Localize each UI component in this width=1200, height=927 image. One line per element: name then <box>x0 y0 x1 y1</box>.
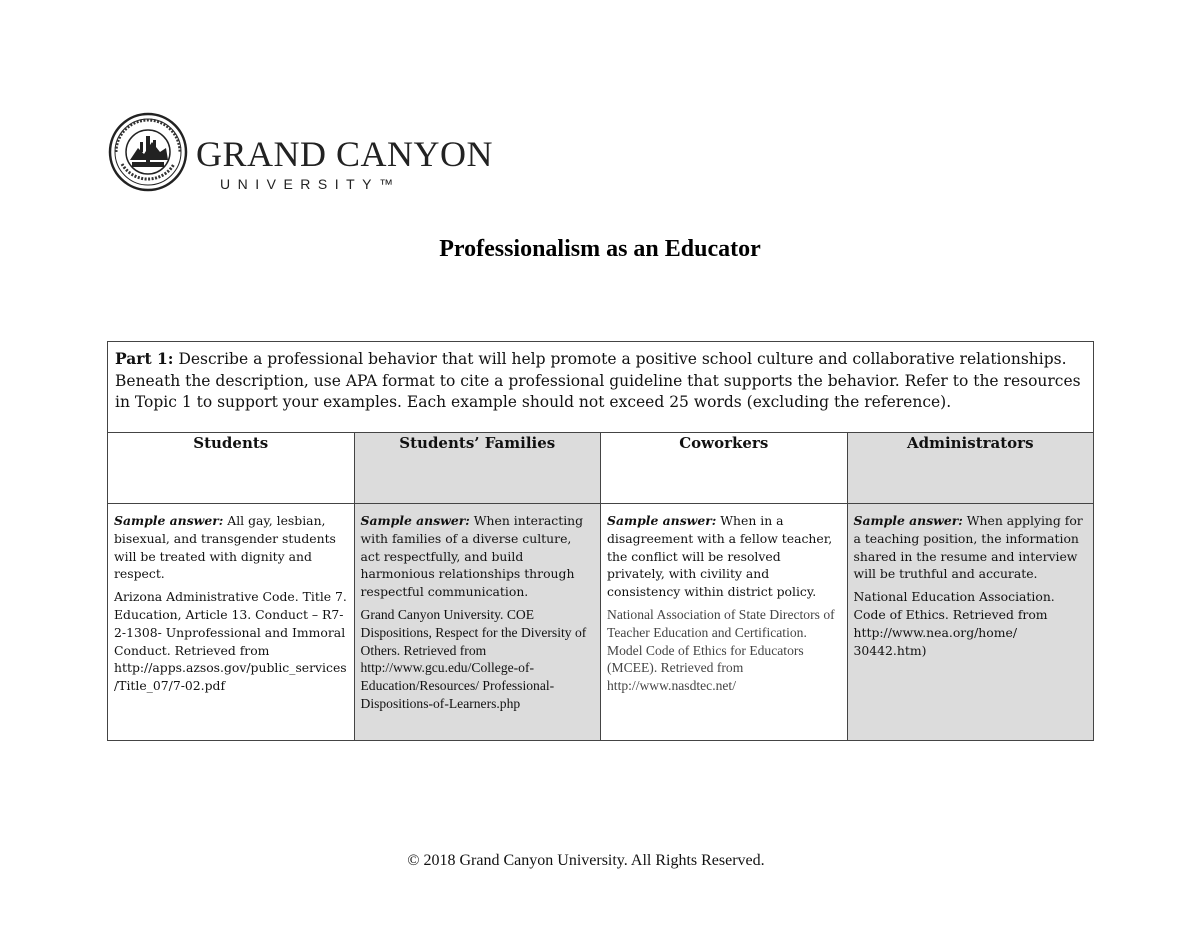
sample-answer-label: Sample answer: <box>853 513 963 528</box>
reference-citation: Grand Canyon University. COE Dispositions, Respect for the Diversity of Others. Retrieved from http://www.gcu.edu/College-of-Education/Resources/ Professional-Dispositions-of-Learners.php <box>360 606 587 711</box>
professionalism-table <box>107 341 1094 741</box>
sample-answer-label: Sample answer: <box>607 513 717 528</box>
cell-students-families <box>354 504 601 741</box>
sample-answer-text: When applying for a teaching position, the information shared in the resume and interview will be truthful and accurate. <box>853 513 1083 582</box>
reference-citation: National Education Association. Code of Ethics. Retrieved from http://www.nea.org/home/ 30442.htm) <box>853 589 1055 658</box>
grand-canyon-logo <box>108 108 494 194</box>
part-1-text: Describe a professional behavior that will help promote a positive school culture and collaborative relationships. Beneath the description, use APA format to cite a professional guideline that supports the behavior. Refer to the resources in Topic 1 to support your examples. Each example should not exceed 25 words (excluding the reference). <box>115 350 1081 411</box>
university-seal-icon <box>108 108 188 194</box>
reference-citation: Arizona Administrative Code. Title 7. Education, Article 13. Conduct – R7-2-1308- Unprofessional and Immoral Conduct. Retrieved from http://apps.azsos.gov/public_services /Title_07/7-02.pdf <box>114 589 347 694</box>
column-header-administrators: Administrators <box>847 433 1094 504</box>
part-1-label: Part 1: <box>115 349 174 368</box>
sample-answer-text: All gay, lesbian, bisexual, and transgender students will be treated with dignity and respect. <box>114 513 336 582</box>
sample-answer <box>607 512 841 601</box>
column-header-coworkers: Coworkers <box>601 433 848 504</box>
sample-answer <box>361 512 595 601</box>
part-1-instructions <box>108 342 1094 433</box>
sample-answer-label: Sample answer: <box>360 513 470 528</box>
document-title: Professionalism as an Educator <box>439 236 761 262</box>
sample-answer <box>114 512 348 583</box>
column-header-students-families: Students’ Families <box>354 433 601 504</box>
cell-students <box>108 504 355 741</box>
sample-answer-text: When in a disagreement with a fellow teacher, the conflict will be resolved privately, with civility and consistency within district policy. <box>607 513 833 600</box>
sample-answer-label: Sample answer: <box>114 513 224 528</box>
logo-wordmark: GRAND CANYON <box>196 134 494 174</box>
cell-administrators <box>847 504 1094 741</box>
sample-answer <box>854 512 1088 583</box>
column-header-students: Students <box>108 433 355 504</box>
logo-subtitle: UNIVERSITY™ <box>220 176 401 192</box>
sample-answer-text: When interacting with families of a diverse culture, act respectfully, and build harmonious relationships through respectful communication. <box>360 513 584 600</box>
reference-citation: National Association of State Directors of Teacher Education and Certification. Model Code of Ethics for Educators (MCEE). Retrieved from http://www.nasdtec.net/ <box>607 606 835 694</box>
copyright-footer: © 2018 Grand Canyon University. All Rights Reserved. <box>407 852 765 869</box>
cell-coworkers <box>601 504 848 741</box>
